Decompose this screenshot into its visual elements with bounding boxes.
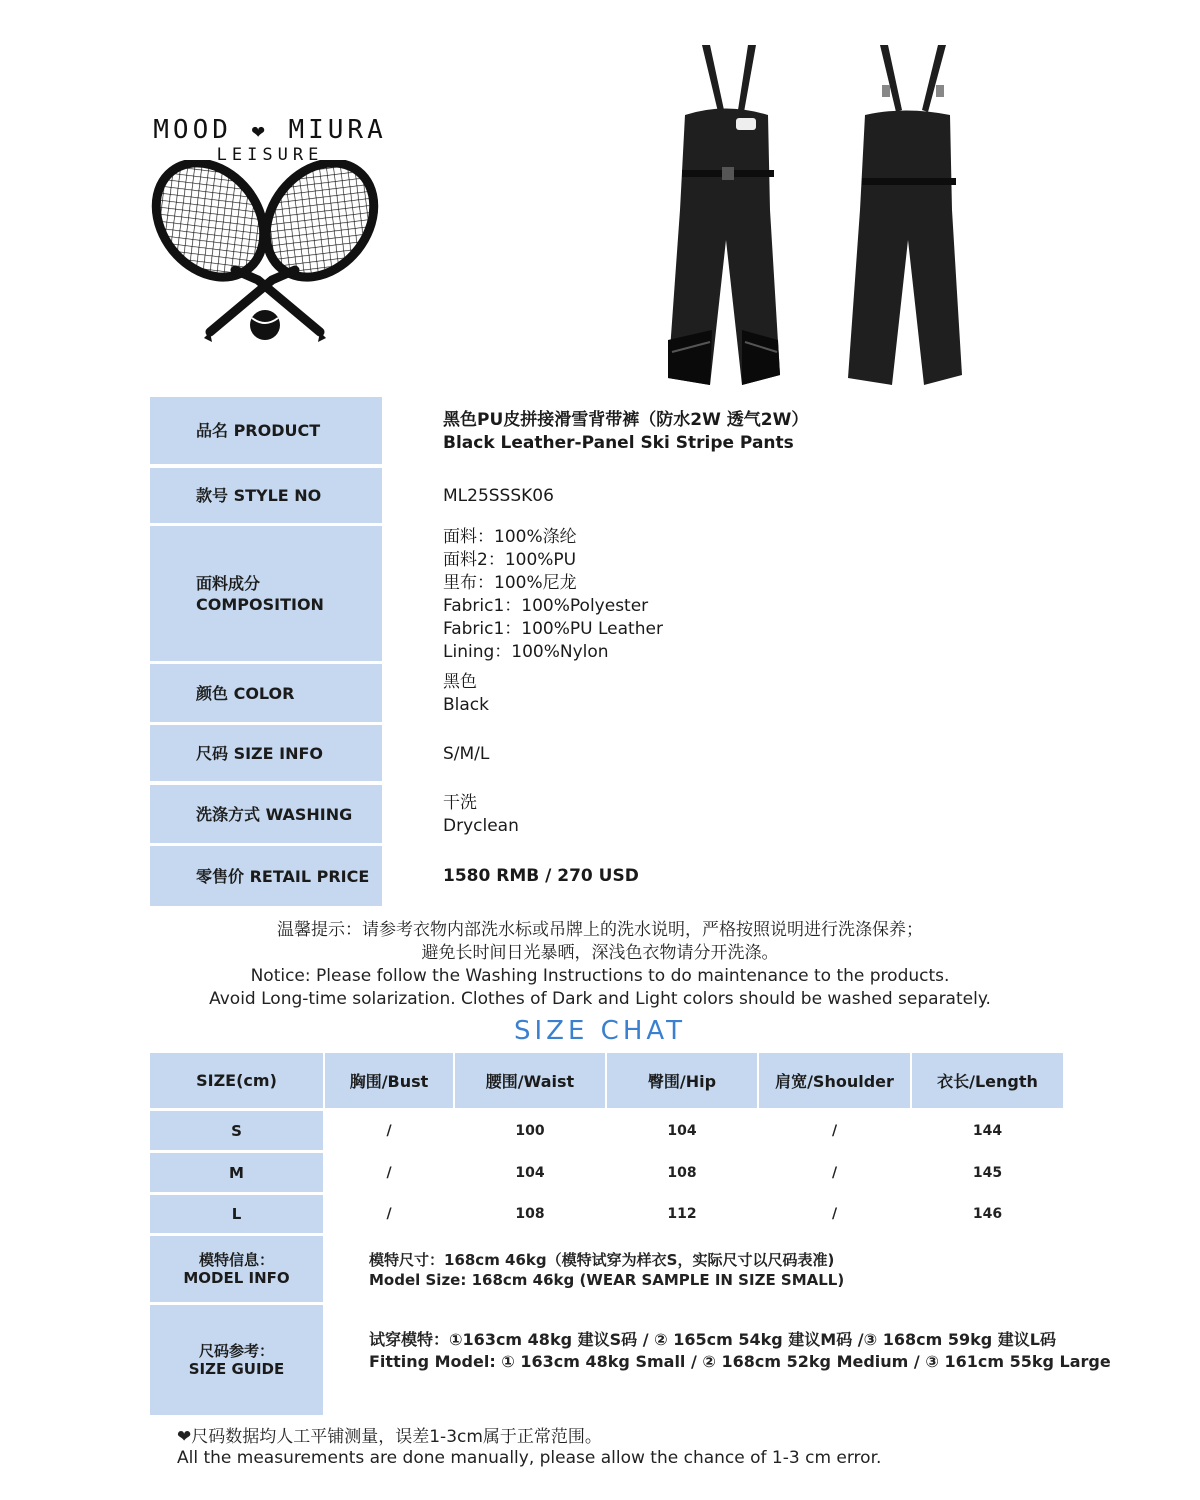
style-label: 款号 STYLE NO: [150, 468, 382, 523]
brand-name-right: MIURA: [288, 115, 387, 145]
brand-subtitle: LEISURE: [216, 145, 324, 165]
composition-line: 面料2：100%PU: [443, 550, 577, 570]
table-cell: /: [831, 1164, 838, 1181]
waist-header: 腰围/Waist: [455, 1053, 605, 1108]
washing-en: Dryclean: [443, 816, 519, 836]
footer-line: All the measurements are done manually, please allow the chance of 1-3 cm error.: [177, 1448, 882, 1468]
brand-name-left: MOOD: [153, 115, 232, 145]
size-guide-cn: 试穿模特：①163cm 48kg 建议S码 / ② 165cm 54kg 建议M码 /③ 168cm 59kg 建议L码: [369, 1330, 1056, 1349]
table-row-label: M: [150, 1153, 323, 1192]
brand-logo: [140, 115, 400, 165]
table-cell: 108: [667, 1164, 697, 1181]
composition-line: Fabric1：100%Polyester: [443, 596, 649, 616]
composition-list: [443, 526, 1143, 664]
footer-line: ❤尺码数据均人工平铺测量，误差1-3cm属于正常范围。: [177, 1427, 602, 1447]
composition-line: Fabric1：100%PU Leather: [443, 619, 663, 639]
table-cell: 145: [972, 1164, 1003, 1181]
table-row-label: L: [150, 1195, 323, 1233]
model-label-cn: 模特信息：: [198, 1251, 274, 1269]
notice-line: 温馨提示：请参考衣物内部洗水标或吊牌上的洗水说明，严格按照说明进行洗涤保养；: [277, 920, 923, 940]
washing-value: [443, 792, 1143, 838]
table-cell: 108: [515, 1206, 545, 1222]
style-value: ML25SSSK06: [443, 486, 554, 506]
measurement-note: [177, 1427, 881, 1469]
model-info-text: [369, 1250, 844, 1290]
color-en: Black: [443, 695, 489, 715]
color-value: [443, 671, 1143, 717]
table-cell: 144: [972, 1122, 1003, 1139]
washing-notice: [150, 919, 1050, 1011]
hip-header: 臀围/Hip: [607, 1053, 757, 1108]
tennis-rackets-icon: [140, 160, 390, 350]
price-label: 零售价 RETAIL PRICE: [150, 846, 382, 906]
table-cell: 104: [667, 1122, 697, 1139]
size-info-label: 尺码 SIZE INFO: [150, 725, 382, 781]
product-label: 品名 PRODUCT: [150, 397, 382, 464]
table-cell: /: [831, 1206, 838, 1222]
composition-label-cn: 面料成分: [196, 573, 261, 593]
composition-line: 里布：100%尼龙: [443, 573, 577, 593]
size-info-value: S/M/L: [443, 744, 490, 764]
composition-line: 面料：100%涤纶: [443, 527, 577, 547]
bust-header: 胸围/Bust: [325, 1053, 453, 1108]
size-guide-en: Fitting Model: ① 163cm 48kg Small / ② 168cm 52kg Medium / ③ 161cm 55kg Large: [369, 1352, 1111, 1371]
composition-label-en: COMPOSITION: [196, 594, 324, 614]
size-header: SIZE(cm): [150, 1053, 323, 1108]
size-guide-label: [150, 1305, 323, 1415]
color-cn: 黑色: [443, 672, 477, 692]
table-cell: /: [386, 1206, 392, 1222]
notice-line: Avoid Long-time solarization. Clothes of Dark and Light colors should be washed separately.: [209, 989, 991, 1009]
composition-line: Lining：100%Nylon: [443, 642, 609, 662]
guide-label-cn: 尺码参考：: [198, 1342, 274, 1360]
model-info-cn: 模特尺寸：168cm 46kg（模特试穿为样衣S，实际尺寸以尺码表准): [369, 1251, 835, 1269]
color-label: 颜色 COLOR: [150, 664, 382, 722]
notice-line: 避免长时间日光暴晒，深浅色衣物请分开洗涤。: [421, 943, 779, 963]
price-value: 1580 RMB / 270 USD: [443, 866, 639, 886]
model-info-en: Model Size: 168cm 46kg (WEAR SAMPLE IN SIZE SMALL): [369, 1271, 845, 1289]
garment-back-image: [840, 40, 970, 390]
table-cell: /: [386, 1122, 392, 1139]
garment-front-image: [660, 40, 790, 390]
washing-label: 洗涤方式 WASHING: [150, 785, 382, 843]
product-name: [443, 409, 1143, 455]
table-cell: 146: [972, 1206, 1003, 1222]
composition-label: [150, 526, 382, 661]
table-cell: 112: [667, 1206, 697, 1222]
heart-icon: ❤: [251, 119, 269, 144]
shoulder-header: 肩宽/Shoulder: [759, 1053, 910, 1108]
product-name-en: Black Leather-Panel Ski Stripe Pants: [443, 433, 794, 453]
size-chart-title: SIZE CHAT: [513, 1016, 687, 1046]
table-cell: 100: [515, 1122, 545, 1139]
washing-cn: 干洗: [443, 793, 477, 813]
length-header: 衣长/Length: [912, 1053, 1063, 1108]
table-cell: 104: [515, 1164, 545, 1181]
table-cell: /: [386, 1164, 392, 1181]
product-name-cn: 黑色PU皮拼接滑雪背带裤（防水2W 透气2W）: [443, 410, 809, 430]
size-guide-text: [369, 1329, 1111, 1373]
table-row-label: S: [150, 1111, 323, 1150]
guide-label-en: SIZE GUIDE: [188, 1360, 285, 1378]
table-cell: /: [831, 1122, 838, 1139]
notice-line: Notice: Please follow the Washing Instructions to do maintenance to the products.: [250, 966, 950, 986]
model-info-label: [150, 1236, 323, 1302]
model-label-en: MODEL INFO: [183, 1269, 290, 1287]
